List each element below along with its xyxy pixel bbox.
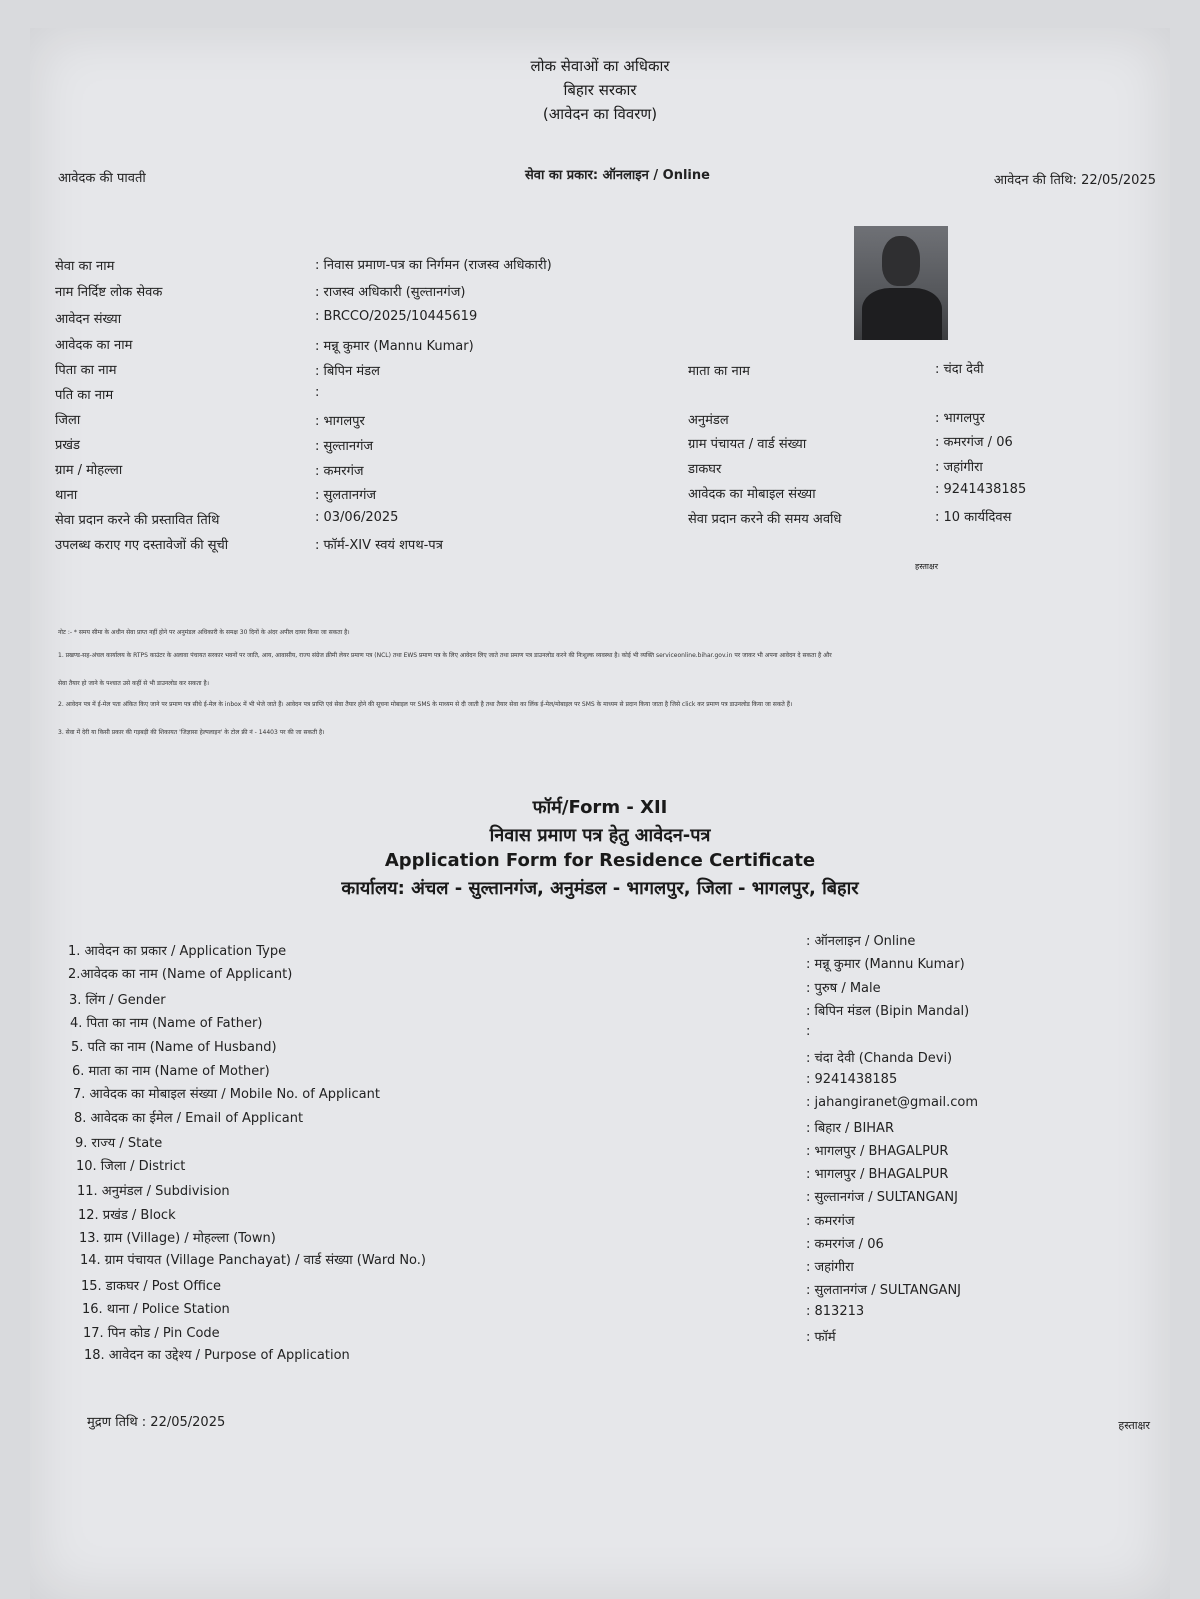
form-item-value: : बिहार / BIHAR: [806, 1121, 894, 1136]
form-item-value: : जहांगीरा: [806, 1260, 854, 1275]
form-item-value: : भागलपुर / BHAGALPUR: [806, 1144, 949, 1159]
header-title-2: बिहार सरकार: [563, 81, 637, 99]
form-item-label: 12. प्रखंड / Block: [78, 1208, 176, 1223]
signature-bottom: हस्ताक्षर: [1118, 1419, 1150, 1432]
detail-label: ग्राम / मोहल्ला: [55, 463, 123, 478]
form-item-value: : सुलतानगंज / SULTANGANJ: [806, 1283, 962, 1298]
detail-label: नाम निर्दिष्ट लोक सेवक: [55, 285, 163, 300]
detail-value: :: [315, 385, 320, 400]
note-line: 3. सेवा में देरी या किसी प्रकार की गड़बड़ी की शिकायत 'जिज्ञासा हेल्पलाइन' के टोल फ्री नं - 14403 पर की जा सकती है।: [58, 729, 325, 736]
form-item-value: : 9241438185: [806, 1072, 898, 1087]
detail-label: डाकघर: [688, 462, 722, 477]
form-item-value: : सुल्तानगंज / SULTANGANJ: [806, 1190, 958, 1205]
detail-value: : सुलतानगंज: [315, 488, 377, 503]
detail-value: : कमरगंज / 06: [935, 435, 1013, 450]
detail-label: अनुमंडल: [688, 413, 729, 428]
form-item-value: : फॉर्म: [806, 1330, 836, 1345]
form-item-label: 17. पिन कोड / Pin Code: [83, 1326, 220, 1341]
detail-label: जिला: [55, 413, 81, 428]
detail-label: माता का नाम: [688, 364, 750, 379]
detail-value: : भागलपुर: [935, 411, 985, 426]
service-type: सेवा का प्रकार: ऑनलाइन / Online: [525, 168, 710, 183]
form-item-value: : jahangiranet@gmail.com: [806, 1095, 979, 1110]
detail-label: पति का नाम: [55, 388, 114, 403]
form-title-english: Application Form for Residence Certificate: [384, 850, 816, 871]
applicant-torso: [862, 288, 942, 340]
form-item-label: 5. पति का नाम (Name of Husband): [71, 1040, 277, 1055]
form-item-value: : मन्नू कुमार (Mannu Kumar): [806, 957, 965, 972]
form-item-value: : चंदा देवी (Chanda Devi): [806, 1051, 953, 1066]
detail-value: : भागलपुर: [315, 414, 365, 429]
note-line: नोट :- * समय सीमा के अधीन सेवा प्राप्त नहीं होने पर अनुमंडल अधिकारी के समक्ष 30 दिनों के अंदर अपील दायर किया जा सकता है।: [58, 629, 350, 636]
form-item-value: : ऑनलाइन / Online: [806, 934, 916, 949]
detail-value: : राजस्व अधिकारी (सुल्तानगंज): [315, 285, 466, 300]
form-item-value: : भागलपुर / BHAGALPUR: [806, 1167, 949, 1182]
form-item-label: 2.आवेदक का नाम (Name of Applicant): [68, 967, 293, 982]
detail-label: उपलब्ध कराए गए दस्तावेजों की सूची: [55, 538, 229, 553]
form-item-label: 1. आवेदन का प्रकार / Application Type: [68, 944, 287, 959]
detail-label: पिता का नाम: [55, 363, 117, 378]
note-line: 1. प्रखण्ड-सह-अंचल कार्यालय के RTPS काउंटर के अलावा पंचायत सरकार भवनों पर जाति, आय, आवासीय, राज्य संग्रेज क्रीमी लेयर प्रमाण पत्र (NCL) तथा EWS प्रमाण पत्र के लिए आवेदन लिए जाते तथा प्रमाण पत्र डाउनलोड करने की निःशुल्क व्यवस्था है। कोई भी व्यक्ति serviceonline.bihar.gov.in पर जाकर भी अपना आवेदन दे सकता है और: [58, 652, 832, 659]
detail-label: सेवा का नाम: [55, 259, 115, 274]
form-item-value: : कमरगंज / 06: [806, 1237, 884, 1252]
form-item-label: 4. पिता का नाम (Name of Father): [70, 1016, 263, 1031]
form-number: फॉर्म/Form - XII: [532, 797, 668, 818]
header-title-1: लोक सेवाओं का अधिकार: [530, 57, 670, 75]
form-item-value: : कमरगंज: [806, 1214, 855, 1229]
detail-value: : चंदा देवी: [935, 362, 984, 377]
form-item-label: 7. आवेदक का मोबाइल संख्या / Mobile No. of Applicant: [73, 1087, 380, 1102]
form-item-label: 13. ग्राम (Village) / मोहल्ला (Town): [79, 1231, 276, 1246]
applicant-photo: [854, 226, 948, 340]
detail-value: : BRCCO/2025/10445619: [315, 309, 478, 324]
form-item-label: 18. आवेदन का उद्देश्य / Purpose of Application: [84, 1348, 350, 1363]
form-title-hindi: निवास प्रमाण पत्र हेतु आवेदन-पत्र: [489, 825, 711, 846]
detail-value: : बिपिन मंडल: [315, 364, 380, 379]
receipt-label: आवेदक की पावती: [58, 171, 146, 186]
form-item-label: 3. लिंग / Gender: [69, 993, 166, 1008]
detail-label: आवेदक का मोबाइल संख्या: [688, 487, 816, 502]
form-item-label: 16. थाना / Police Station: [82, 1302, 230, 1317]
detail-value: : 9241438185: [935, 482, 1027, 497]
form-item-label: 8. आवेदक का ईमेल / Email of Applicant: [74, 1111, 304, 1126]
detail-value: : सुल्तानगंज: [315, 439, 374, 454]
form-office: कार्यालय: अंचल - सुल्तानगंज, अनुमंडल - भागलपुर, जिला - भागलपुर, बिहार: [341, 878, 859, 899]
detail-value: : 10 कार्यदिवस: [935, 510, 1012, 525]
form-item-value: : बिपिन मंडल (Bipin Mandal): [806, 1004, 970, 1019]
note-line: 2. आवेदन पत्र में ई-मेल पता अंकित किए जाने पर प्रमाण पत्र सीधे ई-मेल के inbox में भी भेजे जाते हैं। आवेदन पत्र प्राप्ति एवं सेवा तैयार होने की सूचना मोबाइल पर SMS के माध्यम से दी जाती है तथा तैयार सेवा का लिंक ई-मेल/मोबाइल पर SMS के माध्यम से प्रदान किया जाता है जिसे click कर प्रमाण पत्र डाउनलोड किया जा सकते हैं।: [58, 701, 793, 708]
detail-label: आवेदक का नाम: [55, 338, 133, 353]
application-date: आवेदन की तिथि: 22/05/2025: [993, 173, 1156, 188]
note-line: सेवा तैयार हो जाने के पश्चात उसे कहीं से भी डाउनलोड कर सकता है।: [58, 680, 209, 687]
form-item-label: 11. अनुमंडल / Subdivision: [77, 1184, 230, 1199]
form-item-label: 15. डाकघर / Post Office: [81, 1279, 222, 1294]
form-item-value: :: [806, 1024, 811, 1039]
form-item-label: 10. जिला / District: [76, 1159, 186, 1174]
header-title-3: (आवेदन का विवरण): [542, 105, 658, 123]
detail-label: सेवा प्रदान करने की प्रस्तावित तिथि: [55, 513, 220, 528]
detail-label: थाना: [55, 488, 78, 503]
detail-value: : कमरगंज: [315, 464, 364, 479]
detail-value: : फॉर्म-XIV स्वयं शपथ-पत्र: [315, 538, 443, 553]
form-item-label: 14. ग्राम पंचायत (Village Panchayat) / वार्ड संख्या (Ward No.): [80, 1253, 426, 1268]
detail-value: : मन्नू कुमार (Mannu Kumar): [315, 339, 474, 354]
detail-label: सेवा प्रदान करने की समय अवधि: [688, 512, 842, 527]
detail-value: : 03/06/2025: [315, 510, 399, 525]
detail-value: : निवास प्रमाण-पत्र का निर्गमन (राजस्व अधिकारी): [315, 258, 552, 273]
detail-label: प्रखंड: [55, 438, 80, 453]
form-item-value: : 813213: [806, 1304, 865, 1319]
detail-label: ग्राम पंचायत / वार्ड संख्या: [688, 437, 807, 452]
signature-top: हस्ताक्षर: [915, 562, 938, 571]
detail-value: : जहांगीरा: [935, 460, 983, 475]
form-item-value: : पुरुष / Male: [806, 981, 881, 996]
detail-label: आवेदन संख्या: [55, 312, 122, 327]
print-date: मुद्रण तिथि : 22/05/2025: [87, 1415, 226, 1430]
applicant-face: [882, 236, 920, 286]
form-item-label: 9. राज्य / State: [75, 1136, 163, 1151]
form-item-label: 6. माता का नाम (Name of Mother): [72, 1064, 270, 1079]
document-page: [30, 28, 1170, 1599]
